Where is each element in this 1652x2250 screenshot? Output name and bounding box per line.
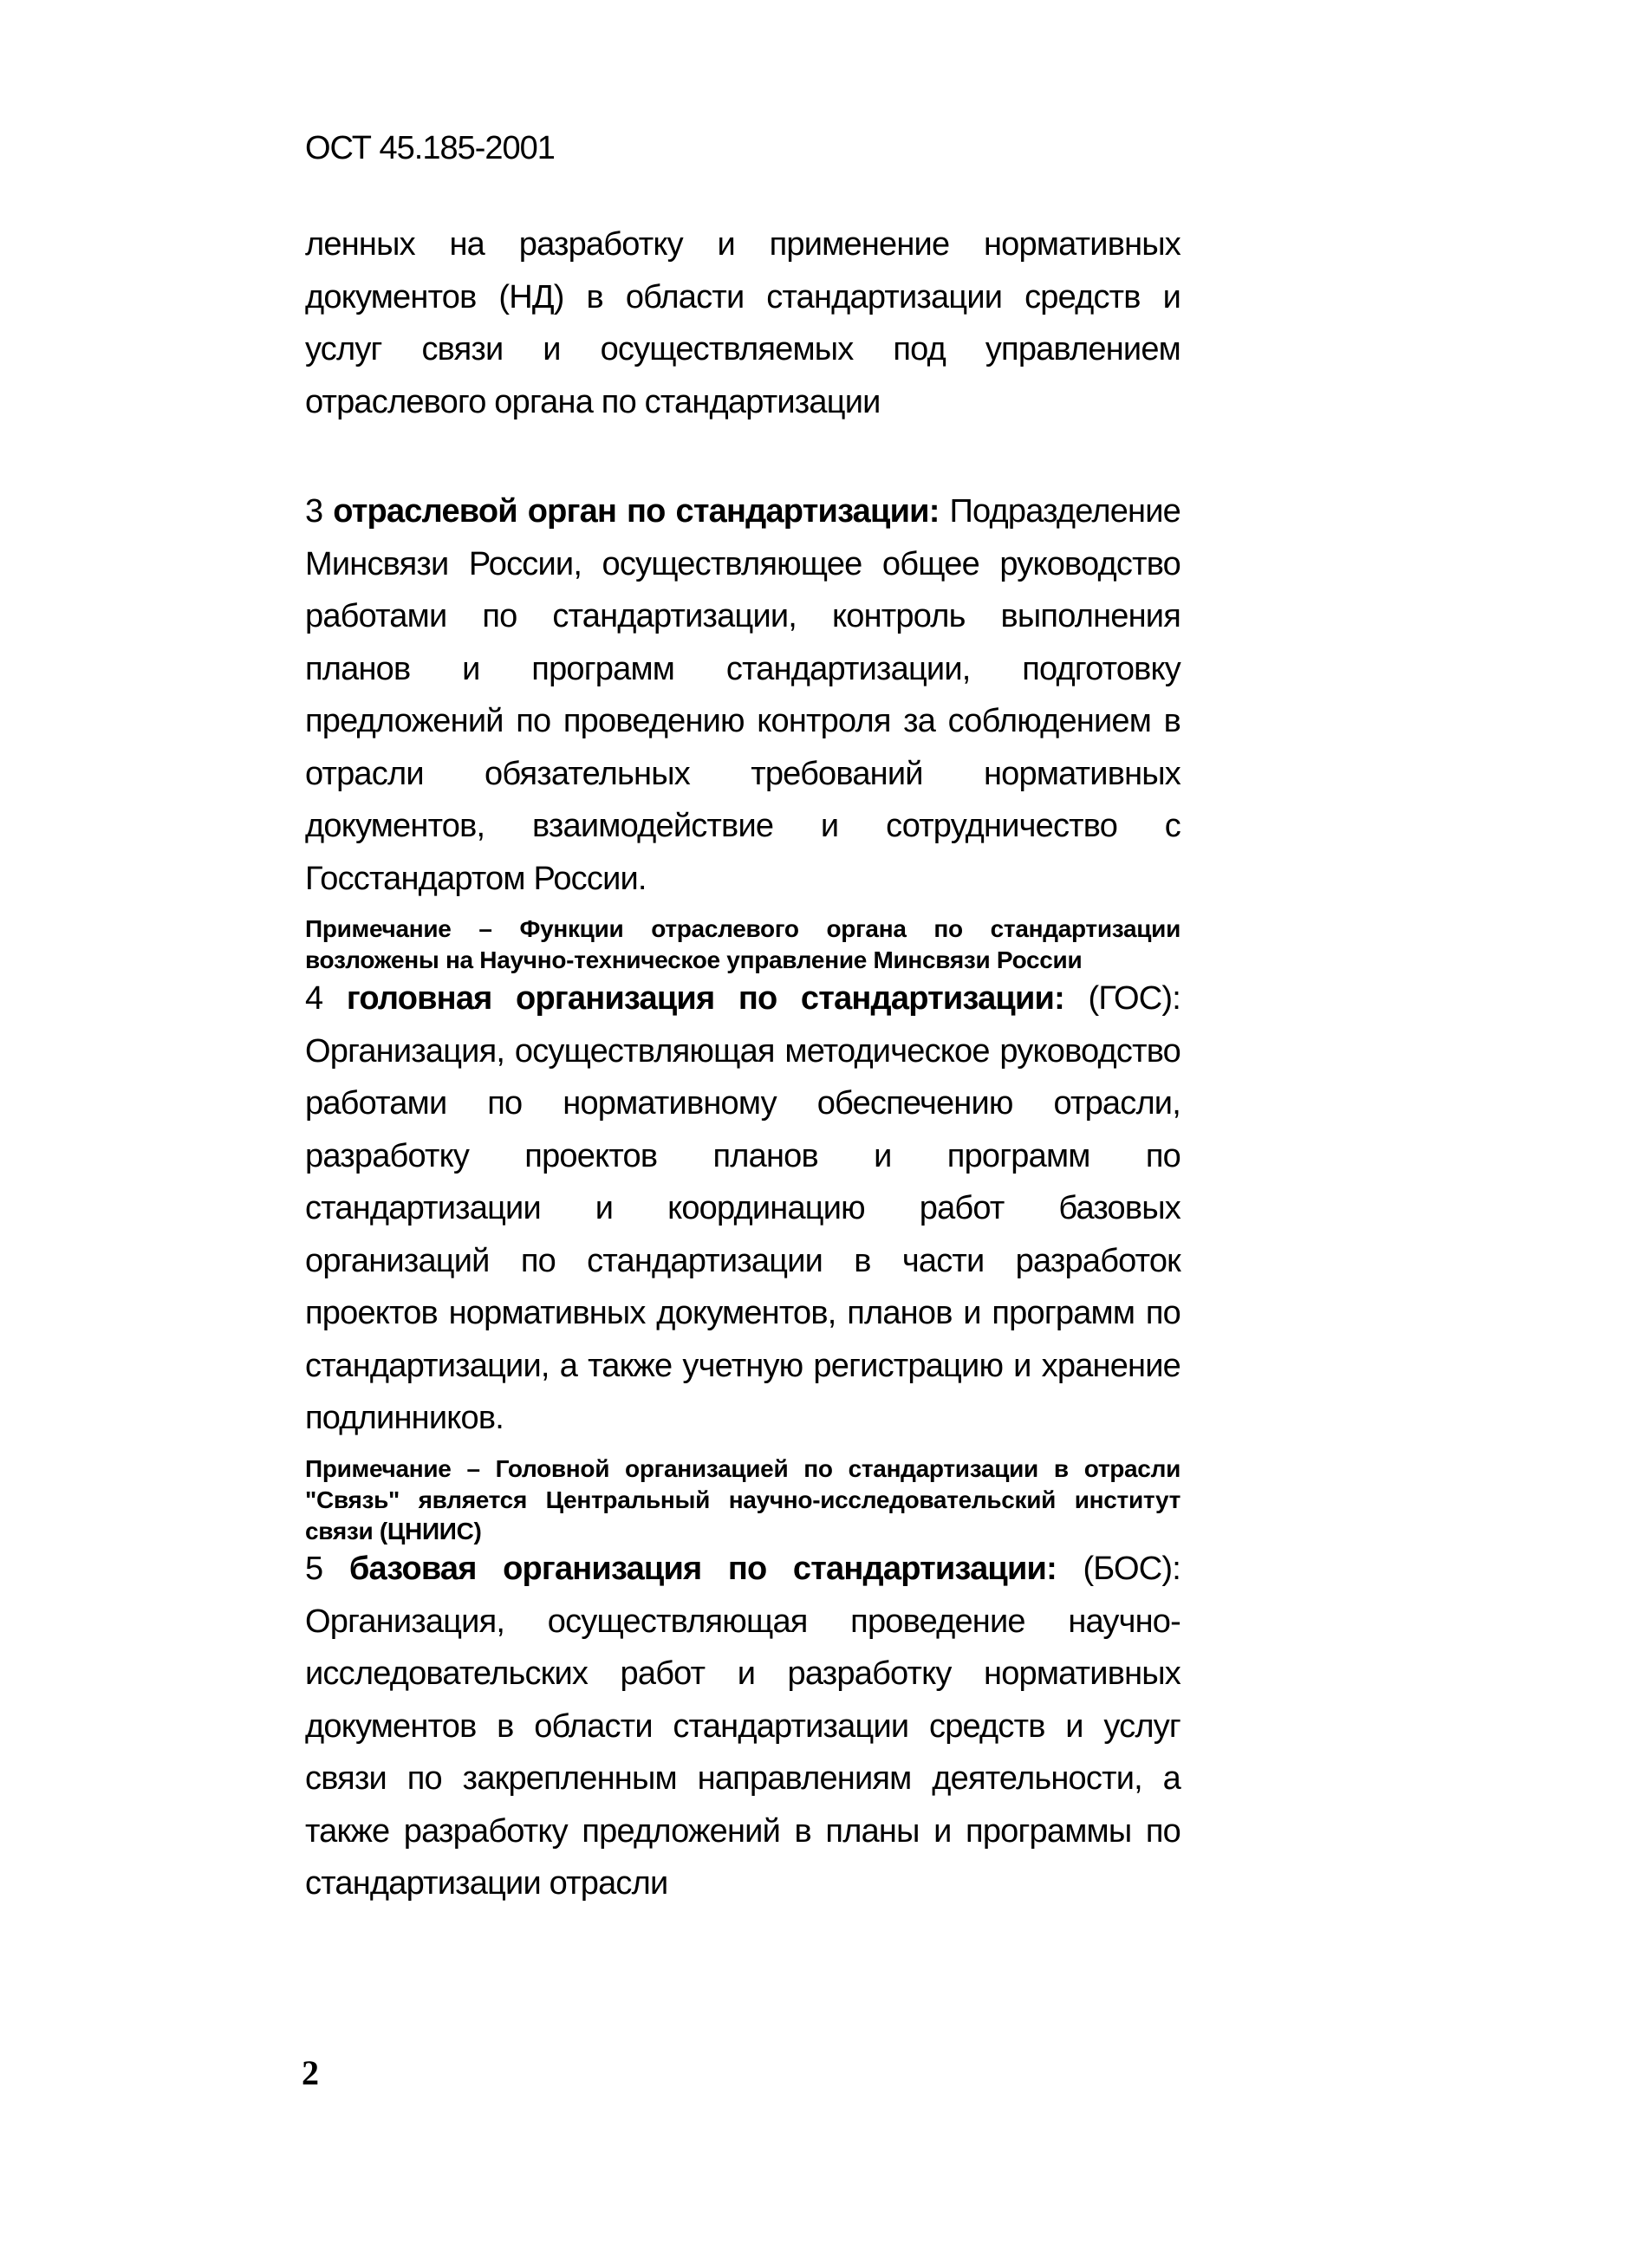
definition-4-paragraph	[305, 972, 1180, 1445]
standard-code-header: ОСТ 45.185-2001	[305, 130, 555, 166]
note-4: Примечание – Головной организацией по стандартизации в отрасли "Связь" является Центральный научно-исследовательский институт связи (ЦНИИС)	[305, 1454, 1180, 1544]
continuation-text: ленных на разработку и применение нормативных документов (НД) в области стандартизации средств и услуг связи и осуществляемых под управлением отраслевого органа по стандартизации	[305, 226, 1180, 420]
abbreviation: (ГОС):	[1088, 980, 1180, 1017]
term: головная организация по стандартизации:	[346, 980, 1064, 1017]
definition-text: Организация, осуществляющая методическое руководство работами по нормативному обеспечению отрасли, разработку проектов планов и программ по стандартизации и координацию работ базовых организаций по стандартизации в части разработок проектов нормативных документов, планов и программ по стандартизации, а также учетную регистрацию и хранение подлинников.	[305, 1032, 1180, 1436]
item-number: 5	[305, 1551, 323, 1587]
definition-5-paragraph	[305, 1543, 1180, 1910]
definition-item-4	[305, 972, 1180, 1547]
definition-item-3	[305, 485, 1180, 976]
term: базовая организация по стандартизации:	[348, 1551, 1057, 1587]
note-3: Примечание – Функции отраслевого органа по стандартизации возложены на Научно-техническое управление Минсвязи России	[305, 915, 1180, 973]
definition-3-paragraph	[305, 485, 1180, 905]
item-number: 3	[305, 493, 323, 530]
definition-text: Организация, осуществляющая проведение научно-исследовательских работ и разработку нормативных документов в области стандартизации средств и услуг связи по закрепленным направлениям деятельности, а также разработку предложений в планы и программы по стандартизации отрасли	[305, 1603, 1180, 1902]
continuation-paragraph	[305, 218, 1180, 428]
page-number: 2	[302, 2053, 319, 2092]
definition-item-5	[305, 1543, 1180, 1910]
item-number: 4	[305, 980, 323, 1017]
definition-text: Подразделение Минсвязи России, осуществляющее общее руководство работами по стандартизации, контроль выполнения планов и программ стандартизации, подготовку предложений по проведению контроля за соблюдением в отрасли обязательных требований нормативных документов, взаимодействие и сотрудничество с Госстандартом России.	[305, 493, 1180, 897]
term: отраслевой орган по стандартизации:	[333, 493, 940, 530]
abbreviation: (БОС):	[1083, 1551, 1181, 1587]
